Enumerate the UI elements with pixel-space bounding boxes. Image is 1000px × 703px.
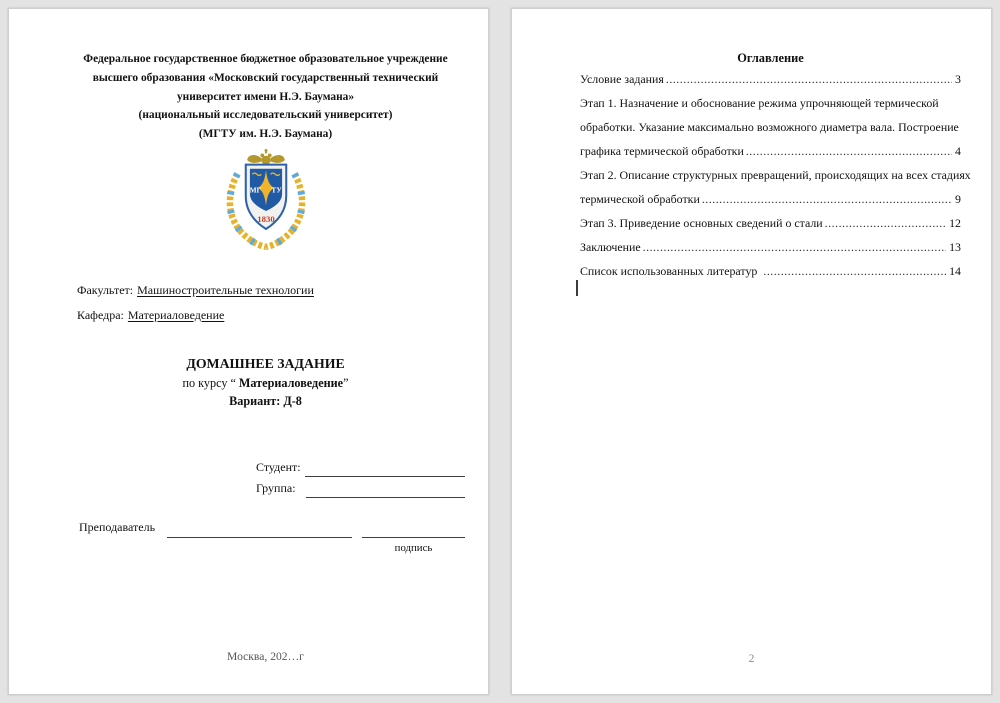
university-emblem (77, 148, 454, 252)
toc-entry-text: Список использованных литератур (580, 264, 758, 278)
toc-page-number: 13 (949, 240, 961, 254)
toc-list (580, 67, 971, 283)
toc-entry-text: графика термической обработки (580, 144, 744, 158)
department-value: Материаловедение (127, 307, 225, 322)
department-line[interactable] (77, 303, 314, 328)
toc-entry-etap1[interactable] (580, 139, 961, 163)
group-label: Группа: (256, 481, 296, 495)
toc-entry-text: Этап 3. Приведение основных сведений о стали (580, 216, 823, 230)
university-header-line: Федеральное государственное бюджетное образовательное учреждение (83, 53, 448, 65)
university-header-line: (МГТУ им. Н.Э. Баумана) (198, 128, 333, 141)
dot-leader (666, 67, 952, 91)
dot-leader (825, 211, 946, 235)
student-label: Студент: (256, 460, 301, 474)
toc-entry-etap1-line1[interactable]: Этап 1. Назначение и обоснование режима упрочняющей термической (580, 96, 939, 110)
group-name-line[interactable] (306, 497, 465, 498)
toc-page[interactable] (511, 8, 992, 695)
faculty-value: Машиностроительные технологии (137, 283, 314, 297)
department-label: Кафедра: (77, 307, 124, 322)
university-header-line: высшего образования «Московский государственный технический (92, 71, 439, 84)
founding-year: 1830 (256, 214, 275, 225)
teacher-name-line[interactable] (167, 537, 352, 538)
work-title: ДОМАШНЕЕ ЗАДАНИЕ (186, 356, 345, 371)
dot-leader (702, 187, 952, 211)
toc-entry-text: термической обработки (580, 192, 700, 206)
university-header (77, 50, 454, 144)
faculty-department-block (77, 278, 314, 327)
signature-line[interactable] (362, 537, 465, 538)
toc-entry-etap1-line2[interactable]: обработки. Указание максимально возможного диаметра вала. Построение (580, 120, 959, 134)
toc-entry-literatura[interactable] (580, 259, 961, 283)
course-prefix: по курсу “ (182, 375, 236, 390)
student-name-line[interactable] (305, 476, 465, 477)
faculty-label: Факультет: (77, 283, 134, 297)
dot-leader (746, 139, 952, 163)
toc-entry-uslovie[interactable] (580, 67, 961, 91)
toc-entry-etap3[interactable] (580, 211, 961, 235)
university-header-line: университет имени Н.Э. Баумана» (176, 90, 355, 103)
toc-page-number: 9 (955, 192, 961, 206)
course-name: Материаловедение (238, 375, 344, 390)
signature-caption: подпись (394, 542, 433, 554)
shield-text-left: МГ (249, 185, 261, 195)
dot-leader (643, 235, 946, 259)
toc-page-number: 14 (949, 264, 961, 278)
text-cursor (576, 280, 578, 296)
variant-line: Вариант: Д-8 (229, 394, 302, 409)
bauman-emblem-icon (220, 148, 312, 252)
faculty-line[interactable] (77, 278, 314, 303)
toc-heading: Оглавление (737, 51, 804, 65)
toc-entry-text: Заключение (580, 240, 641, 254)
course-line (183, 374, 349, 393)
toc-entry-zakluchenie[interactable] (580, 235, 961, 259)
page-number-footer: 2 (748, 653, 755, 665)
title-page[interactable] (8, 8, 489, 695)
city-year-line: Москва, 202…г (227, 650, 304, 663)
course-suffix: ” (343, 375, 349, 390)
toc-page-number: 12 (949, 216, 961, 230)
toc-page-number: 4 (955, 144, 961, 158)
shield-text-right: ТУ (270, 185, 282, 195)
toc-entry-etap2[interactable] (580, 187, 961, 211)
toc-entry-text: Условие задания (580, 72, 664, 86)
toc-page-number: 3 (955, 72, 961, 86)
toc-entry-etap2-line1[interactable]: Этап 2. Описание структурных превращений, происходящих на всех стадиях (580, 168, 971, 182)
teacher-label: Преподаватель (79, 520, 156, 534)
work-title-block (77, 355, 454, 411)
dot-leader (763, 259, 946, 283)
university-header-line: (национальный исследовательский университет) (138, 109, 393, 122)
